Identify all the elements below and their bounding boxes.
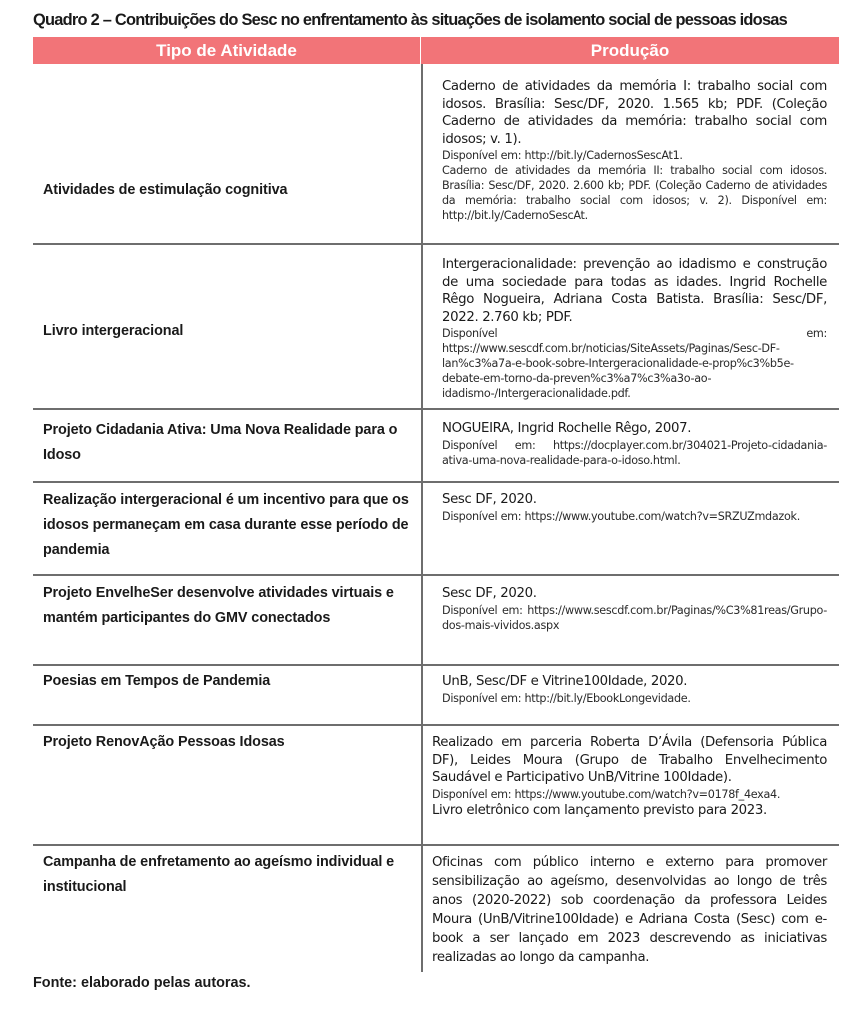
table-row xyxy=(33,244,839,408)
table-row xyxy=(33,665,839,724)
table-row xyxy=(33,409,839,481)
production-reference: Sesc DF, 2020. xyxy=(442,492,537,507)
source-note: Fonte: elaborado pelas autoras. xyxy=(33,975,251,991)
availability-link: Disponível em: http://bit.ly/EbookLongevidade. xyxy=(442,691,691,705)
production-cell xyxy=(432,734,827,819)
table-row xyxy=(33,725,839,844)
table-row xyxy=(33,482,839,574)
table-row xyxy=(33,845,839,972)
header-tipo-de-atividade: Tipo de Atividade xyxy=(33,37,420,64)
activity-cell: Realização intergeracional é um incentivo para que os idosos permaneçam em casa durante esse período de pandemia xyxy=(43,492,409,558)
activity-cell: Poesias em Tempos de Pandemia xyxy=(43,673,271,689)
production-cell xyxy=(442,673,827,706)
production-reference: Oficinas com público interno e externo para promover sensibilização ao ageísmo, desenvolvidas ao longo de três anos (2020-2022) sob coordenação da professora Leides Moura (UnB/Vitrine100Idade) e Adriana Costa (Sesc) com e-book a ser lançado em 2023 descrevendo as iniciativas realizadas ao longo da campanha. xyxy=(432,855,827,965)
activity-cell: Projeto EnvelheSer desenvolve atividades virtuais e mantém participantes do GMV conectados xyxy=(43,585,394,626)
activity-cell: Projeto Cidadania Ativa: Uma Nova Realidade para o Idoso xyxy=(43,422,398,463)
table-row xyxy=(33,64,839,243)
production-note: Livro eletrônico com lançamento previsto para 2023. xyxy=(432,802,767,818)
activity-cell: Atividades de estimulação cognitiva xyxy=(43,182,288,198)
table-caption: Quadro 2 – Contribuições do Sesc no enfrentamento às situações de isolamento social de pessoas idosas xyxy=(33,11,788,29)
production-cell xyxy=(442,420,827,468)
production-reference: Realizado em parceria Roberta D’Ávila (Defensoria Pública DF), Leides Moura (Grupo de Trabalho Envelhecimento Saudável e Participativo UnB/Vitrine 100Idade). xyxy=(432,735,827,785)
production-reference: UnB, Sesc/DF e Vitrine100Idade, 2020. xyxy=(442,674,688,689)
production-cell xyxy=(442,585,827,633)
availability-link: Disponível em: http://bit.ly/CadernosSescAt1. xyxy=(442,149,683,162)
availability-link: Disponível em: https://www.sescdf.com.br/noticias/SiteAssets/Paginas/Sesc-DF-lan%c3%a7a-e-book-sobre-Intergeracionalidade-e-prop%c3%b5e-debate-em-torno-da-preven%c3%a7%c3%a3o-ao-idadismo-/Intergeracionalidade.pdf. xyxy=(442,327,827,400)
production-reference: Caderno de atividades da memória II: trabalho social com idosos. Brasília: Sesc/DF, 2020. 2.600 kb; PDF. (Coleção Caderno de atividades da memória: trabalho social com idosos; v. 2). Disponível em: http://bit.ly/CadernoSescAt. xyxy=(442,164,827,222)
production-cell xyxy=(432,853,827,967)
activity-cell: Projeto RenovAção Pessoas Idosas xyxy=(43,734,285,750)
production-reference: Intergeracionalidade: prevenção ao idadismo e construção de uma sociedade para todas as idades. Ingrid Rochelle Rêgo Nogueira, Adriana Costa Batista. Brasília: Sesc/DF, 2022. 2.760 kb; PDF. xyxy=(442,257,827,325)
header-producao: Produção xyxy=(421,37,839,64)
production-cell xyxy=(442,256,827,401)
availability-link: Disponível em: https://www.youtube.com/watch?v=0178f_4exa4. xyxy=(432,787,781,801)
production-reference: Sesc DF, 2020. xyxy=(442,586,537,601)
availability-link: Disponível em: https://www.sescdf.com.br/Paginas/%C3%81reas/Grupo-dos-mais-vividos.aspx xyxy=(442,603,827,632)
availability-link: Disponível em: https://docplayer.com.br/304021-Projeto-cidadania-ativa-uma-nova-realidade-para-o-idoso.html. xyxy=(442,438,827,467)
activity-cell: Campanha de enfretamento ao ageísmo individual e institucional xyxy=(43,854,395,895)
table-header xyxy=(33,37,839,64)
table-row xyxy=(33,575,839,664)
production-cell xyxy=(442,78,827,223)
production-reference: NOGUEIRA, Ingrid Rochelle Rêgo, 2007. xyxy=(442,421,692,436)
production-cell xyxy=(442,491,827,524)
activity-cell: Livro intergeracional xyxy=(43,323,184,339)
production-reference: Caderno de atividades da memória I: trabalho social com idosos. Brasília: Sesc/DF, 2020. 1.565 kb; PDF. (Coleção Caderno de atividades da memória: trabalho social com idosos; v. 1). xyxy=(442,79,827,147)
availability-link: Disponível em: https://www.youtube.com/watch?v=SRZUZmdazok. xyxy=(442,509,800,523)
